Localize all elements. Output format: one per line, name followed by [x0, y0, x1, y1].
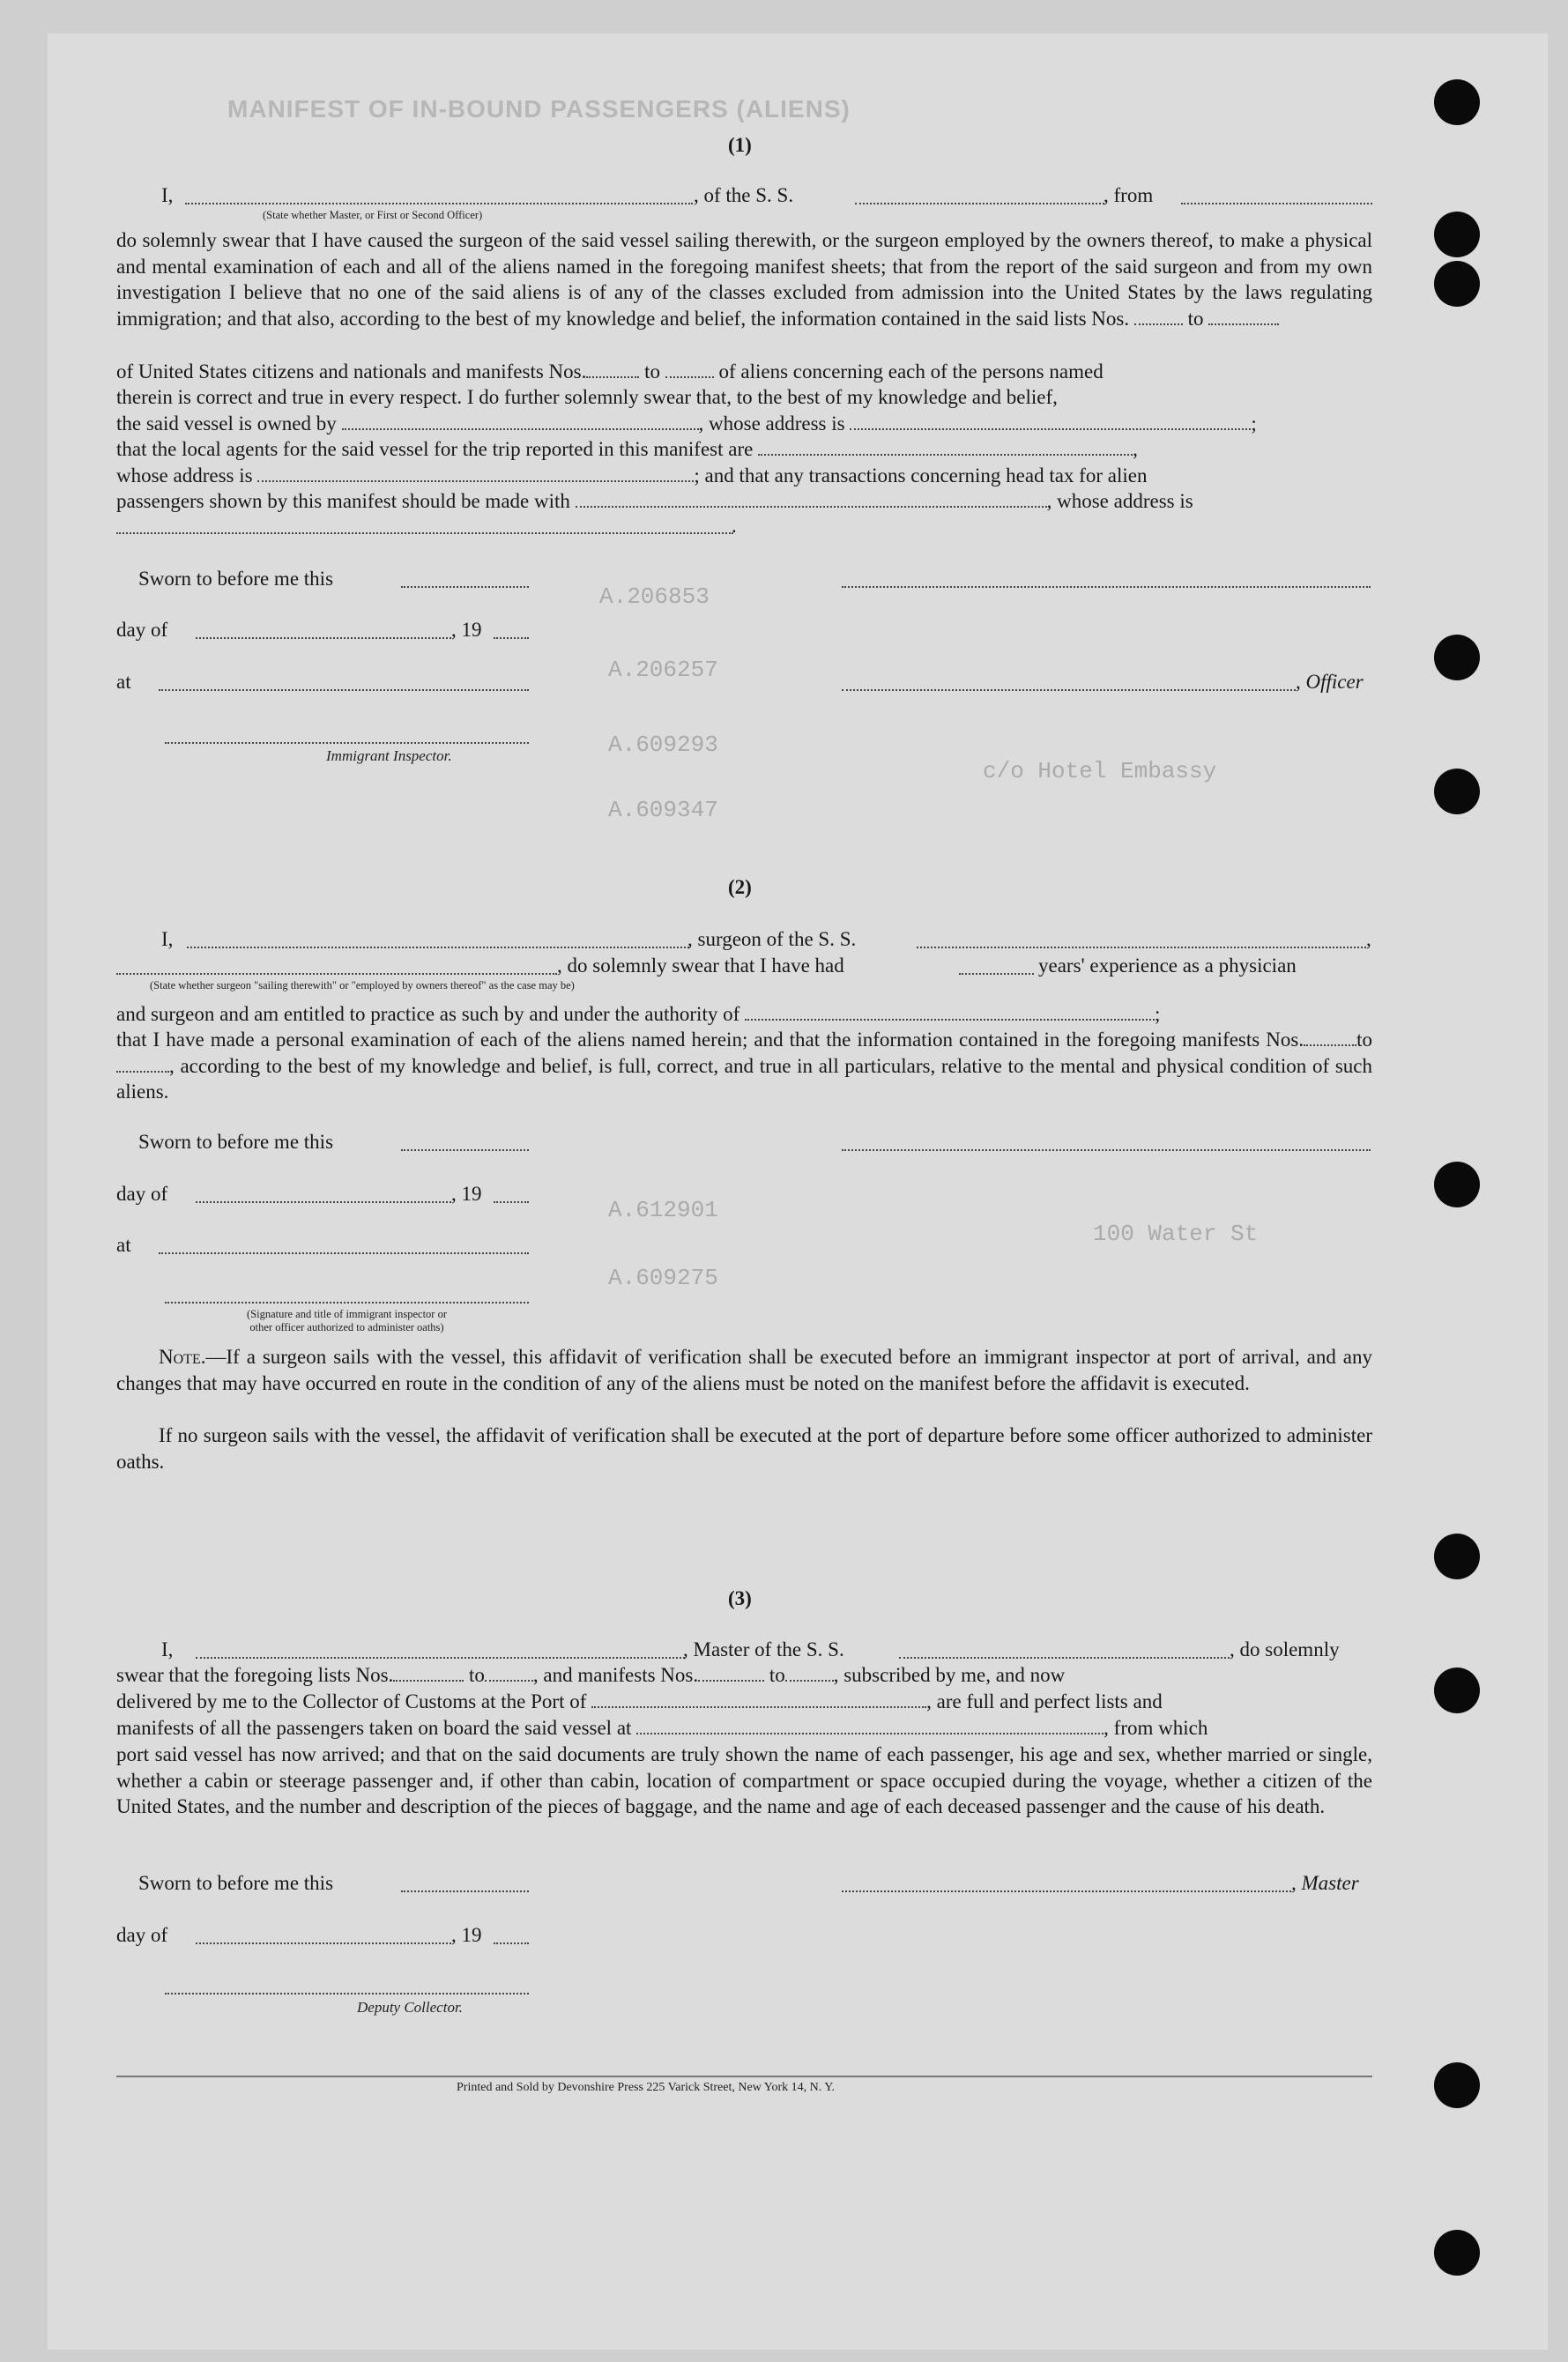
s2-note-2: If no surgeon sails with the vessel, the affidavit of verification shall be executed at the port of departure before some officer authorized to administer oaths.	[116, 1424, 1372, 1473]
printer-credit: Printed and Sold by Devonshire Press 225 Varick Street, New York 14, N. Y.	[457, 2081, 836, 2094]
s1-line-d: the said vessel is owned by , whose address is ;	[116, 412, 1257, 435]
s2-note: (State whether surgeon "sailing therewith" or "employed by owners thereof" as the case may be)	[150, 979, 575, 992]
punch-hole	[1434, 2062, 1480, 2108]
s1-line-c: therein is correct and true in every respect. I do further solemnly swear that, to the best of my knowledge and belief,	[116, 386, 1058, 408]
punch-hole	[1434, 2230, 1480, 2276]
s1-inspector: Immigrant Inspector.	[326, 747, 452, 764]
s2-note-block: Note.—If a surgeon sails with the vessel, this affidavit of verification shall be executed before an immigrant inspector at port of arrival, and any changes that may have occurred en route in the condition of any of the aliens must be noted on the manifest before the affidavit is executed.	[116, 1346, 1372, 1394]
s2-sworn: Sworn to before me this	[138, 1131, 334, 1153]
s3-day-of: day of	[116, 1924, 168, 1946]
section-2-number: (2)	[728, 876, 752, 898]
punch-hole	[1434, 1534, 1480, 1579]
punch-hole	[1434, 212, 1480, 257]
s2-paragraph: that I have made a personal examination of each of the aliens named herein; and that the information contained in the foregoing manifests Nos. to, according to the best of my knowledge and belief, is full, correct, and true in all particulars, relative to the mental and physical condition of such aliens.	[116, 1029, 1372, 1103]
s1-year: , 19	[451, 619, 482, 641]
s3-master-of: , Master of the S. S.	[683, 1638, 844, 1660]
s1-of-ss: , of the S. S.	[694, 184, 794, 206]
s1-from: , from	[1104, 184, 1154, 206]
s1-day-of: day of	[116, 619, 168, 641]
s2-year: , 19	[451, 1183, 482, 1205]
s3-year: , 19	[451, 1924, 482, 1946]
ghost-heading: MANIFEST OF IN-BOUND PASSENGERS (ALIENS)	[227, 95, 851, 123]
s1-officer: , Officer	[1296, 671, 1364, 693]
s1-line-b: of United States citizens and nationals and manifests Nos. to of aliens concerning each of the persons named	[116, 360, 1104, 383]
punch-hole	[1434, 261, 1480, 307]
s3-i-label: I,	[161, 1638, 174, 1660]
s1-paragraph: do solemnly swear that I have caused the surgeon of the said vessel sailing therewith, or the surgeon employed by the owners thereof, to make a physical and mental examination of each and all of the aliens named in the foregoing manifest sheets; that from the report of the said surgeon and from my own investigation I believe that no one of the said aliens is of any of the classes excluded from admission into the United States by the laws regulating immigration; and that also, according to the best of my knowledge and belief, the information contained in the said lists Nos. to	[116, 229, 1372, 330]
punch-hole	[1434, 79, 1480, 125]
punch-hole	[1434, 1162, 1480, 1207]
s2-surgeon-of: , surgeon of the S. S.	[687, 928, 857, 950]
s2-do-swear: , do solemnly swear that I have had	[557, 954, 844, 977]
section-3-number: (3)	[728, 1587, 752, 1609]
s1-line-e: that the local agents for the said vessel for the trip reported in this manifest are ,	[116, 438, 1138, 460]
s1-line-g: passengers shown by this manifest should be made with , whose address is	[116, 490, 1193, 512]
s2-comma: ,	[1366, 928, 1371, 950]
punch-hole	[1434, 769, 1480, 814]
s2-i-label: I,	[161, 928, 174, 950]
s1-line-f: whose address is ; and that any transactions concerning head tax for alien	[116, 464, 1148, 487]
s3-sworn: Sworn to before me this	[138, 1872, 334, 1894]
s2-day-of: day of	[116, 1183, 168, 1205]
s1-period: .	[732, 515, 737, 537]
s3-line-4: manifests of all the passengers taken on board the said vessel at , from which	[116, 1717, 1208, 1739]
s3-master: , Master	[1291, 1872, 1359, 1894]
s3-line-3: delivered by me to the Collector of Customs at the Port of , are full and perfect lists and	[116, 1690, 1163, 1712]
s2-sig-note-2: other officer authorized to administer oaths)	[249, 1321, 444, 1333]
s3-deputy: Deputy Collector.	[357, 1999, 463, 2016]
punch-hole	[1434, 1668, 1480, 1713]
s1-i-label: I,	[161, 184, 174, 206]
s2-sig-note-1: (Signature and title of immigrant inspector or	[246, 1308, 448, 1320]
s3-paragraph: port said vessel has now arrived; and that on the said documents are truly shown the name of each passenger, his age and sex, whether married or single, whether a cabin or steerage passenger and, if other than cabin, location of compartment or space occupied during the voyage, whether a citizen of the United States, and the number and description of the pieces of baggage, and the name and age of each deceased passenger and the cause of his death.	[116, 1743, 1372, 1817]
punch-hole	[1434, 635, 1480, 680]
affidavit-form: MANIFEST OF IN-BOUND PASSENGERS (ALIENS) (1) I, , of the S. S. , from (State whether Master, or First or Second Officer) do solemnly swear that I have caused the surgeon of the said vessel sailing therewith, or the surgeon employed by the owners thereof, to make a physical and mental examination of each and all of the aliens named in the foregoing manifest sheets; that from the report of the said surgeon and from my own investigation I believe that no one of the said aliens is of any of the classes excluded from admission into the United States by the laws regulating immigration; and that also, according to the best of my knowledge and belief, the information contained in the said lists Nos. to of United States citizens and nationals and manifests Nos. to of aliens concerning each of the persons named therein is correct and true in every respect. I do further solemnly swear that, to the best of my knowledge and belief, the said vessel is owned by , whose address is ; that the local agents for the said vessel for the trip reported in this manifest are , whose address is ; and that any transactions concerning head tax for alien passengers shown by this manifest should be made with , whose address is . Sworn to before me this day of , 19 at , Officer Immigrant Inspector. (2) I, , surgeon of the S. S. , , do solemnly swear that I have had years' experience as a physician (State whether surgeon "sailing therewith" or "employed by owners thereof" as the case may be) and surgeon and am entitled to practice as such by and under the authority of ; that I have made a personal examination of each of the aliens named herein; and that the information contained in the foregoing manifests Nos. to, according to the best of my knowledge and belief, is full, correct, and true in all particulars, relative to the mental and physical condition of such aliens. Sworn to before me this day of , 19 at (Signature and title of immigrant inspector or other officer authorized to administer oaths) Note.—If a surgeon sails with the vessel, this affidavit of verification shall be executed before an immigrant inspector at port of arrival, and any changes that may have occurred en route in the condition of any of the aliens must be noted on the manifest before the affidavit is executed. If no surgeon sails with the vessel, the affidavit of verification shall be executed at the port of departure before some officer authorized to administer oaths. (3) I, , Master of the S. S. , do solemnly swear that the foregoing lists Nos. to , and manifests Nos. to , subscribed by me, and now delivered by me to the Collector of Customs at the Port of , are full and perfect lists and manifests of all the passengers taken on board the said vessel at , from which port said vessel has now arrived; and that on the said documents are truly shown the name of each passenger, his age and sex, whether married or single, whether a cabin or steerage passenger and, if other than cabin, location of compartment or space occupied during the voyage, whether a citizen of the United States, and the number and description of the pieces of baggage, and the name and age of each deceased passenger and the cause of his death. Sworn to before me this , Master day of , 19 Deputy Collector. Printed and Sold by Devonshire Press 225 Varick Street, New York 14, N. Y. A.206853 A.206257 A.609293 A.609347 A.612901 A.609275 c/o Hotel Embassy 100 Water St	[0, 0, 1568, 2362]
s1-officer-note: (State whether Master, or First or Second Officer)	[263, 209, 483, 221]
s2-years: years' experience as a physician	[1038, 954, 1297, 977]
s2-line-a: and surgeon and am entitled to practice as such by and under the authority of ;	[116, 1003, 1161, 1025]
s3-line-2: swear that the foregoing lists Nos. to , and manifests Nos. to , subscribed by me, and now	[116, 1664, 1066, 1686]
s1-sworn: Sworn to before me this	[138, 568, 334, 590]
section-1-number: (1)	[728, 134, 752, 156]
s2-at: at	[116, 1234, 131, 1256]
s1-at: at	[116, 671, 131, 693]
s3-do-solemnly: , do solemnly	[1230, 1638, 1340, 1660]
